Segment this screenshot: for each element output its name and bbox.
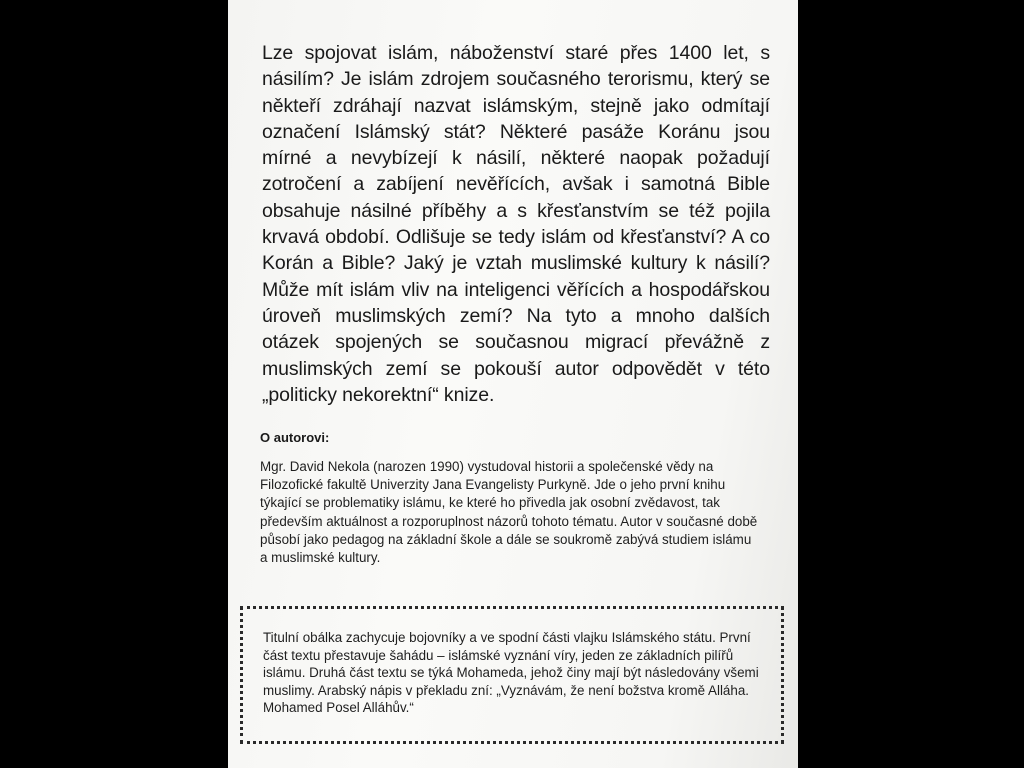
about-author-heading: O autorovi: [260,430,330,445]
cover-note-text: Titulní obálka zachycuje bojovníky a ve spodní části vlajku Islámského státu. První část textu přestavuje šahádu – islámské vyznání víry, jeden ze základních pilířů islámu. Druhá část textu se týká Mohameda, jehož činy mají být následovány všemi muslimy. Arabský nápis v překladu zní: „Vyznávám, že není božstva kromě Alláha. Mohamed Posel Alláhův.“ [263,630,759,715]
book-back-cover [228,0,798,768]
about-author-text: Mgr. David Nekola (narozen 1990) vystudoval historii a společenské vědy na Filozofické fakultě Univerzity Jana Evangelisty Purkyně. Jde o jeho první knihu týkající se problematiky islámu, ke které ho přivedla jak osobní zvědavost, tak především aktuálnost a rozporuplnost názorů tohoto tématu. Autor v současné době působí jako pedagog na základní škole a dále se soukromě zabývá studiem islámu a muslimské kultury. [260,459,758,566]
blurb-paragraph: Lze spojovat islám, náboženství staré přes 1400 let, s násilím? Je islám zdrojem současného terorismu, který se někteří zdráhají nazvat islámským, stejně jako odmítají označení Islámský stát? Některé pasáže Koránu jsou mírné a nevybízejí k násilí, některé naopak požadují zotročení a zabíjení nevěřících, avšak i samotná Bible obsahuje násilné příběhy a s křesťanstvím se též pojila krvavá období. Odlišuje se tedy islám od křesťanství? A co Korán a Bible? Jaký je vztah muslimské kultury k násilí? Může mít islám vliv na inteligenci věřících a hospodářskou úroveň muslimských zemí? Na tyto a mnoho dalších otázek spojených se současnou migrací převážně z muslimských zemí se pokouší autor odpovědět v této „politicky nekorektní“ knize. [262,42,770,406]
cover-note-box [240,606,784,744]
